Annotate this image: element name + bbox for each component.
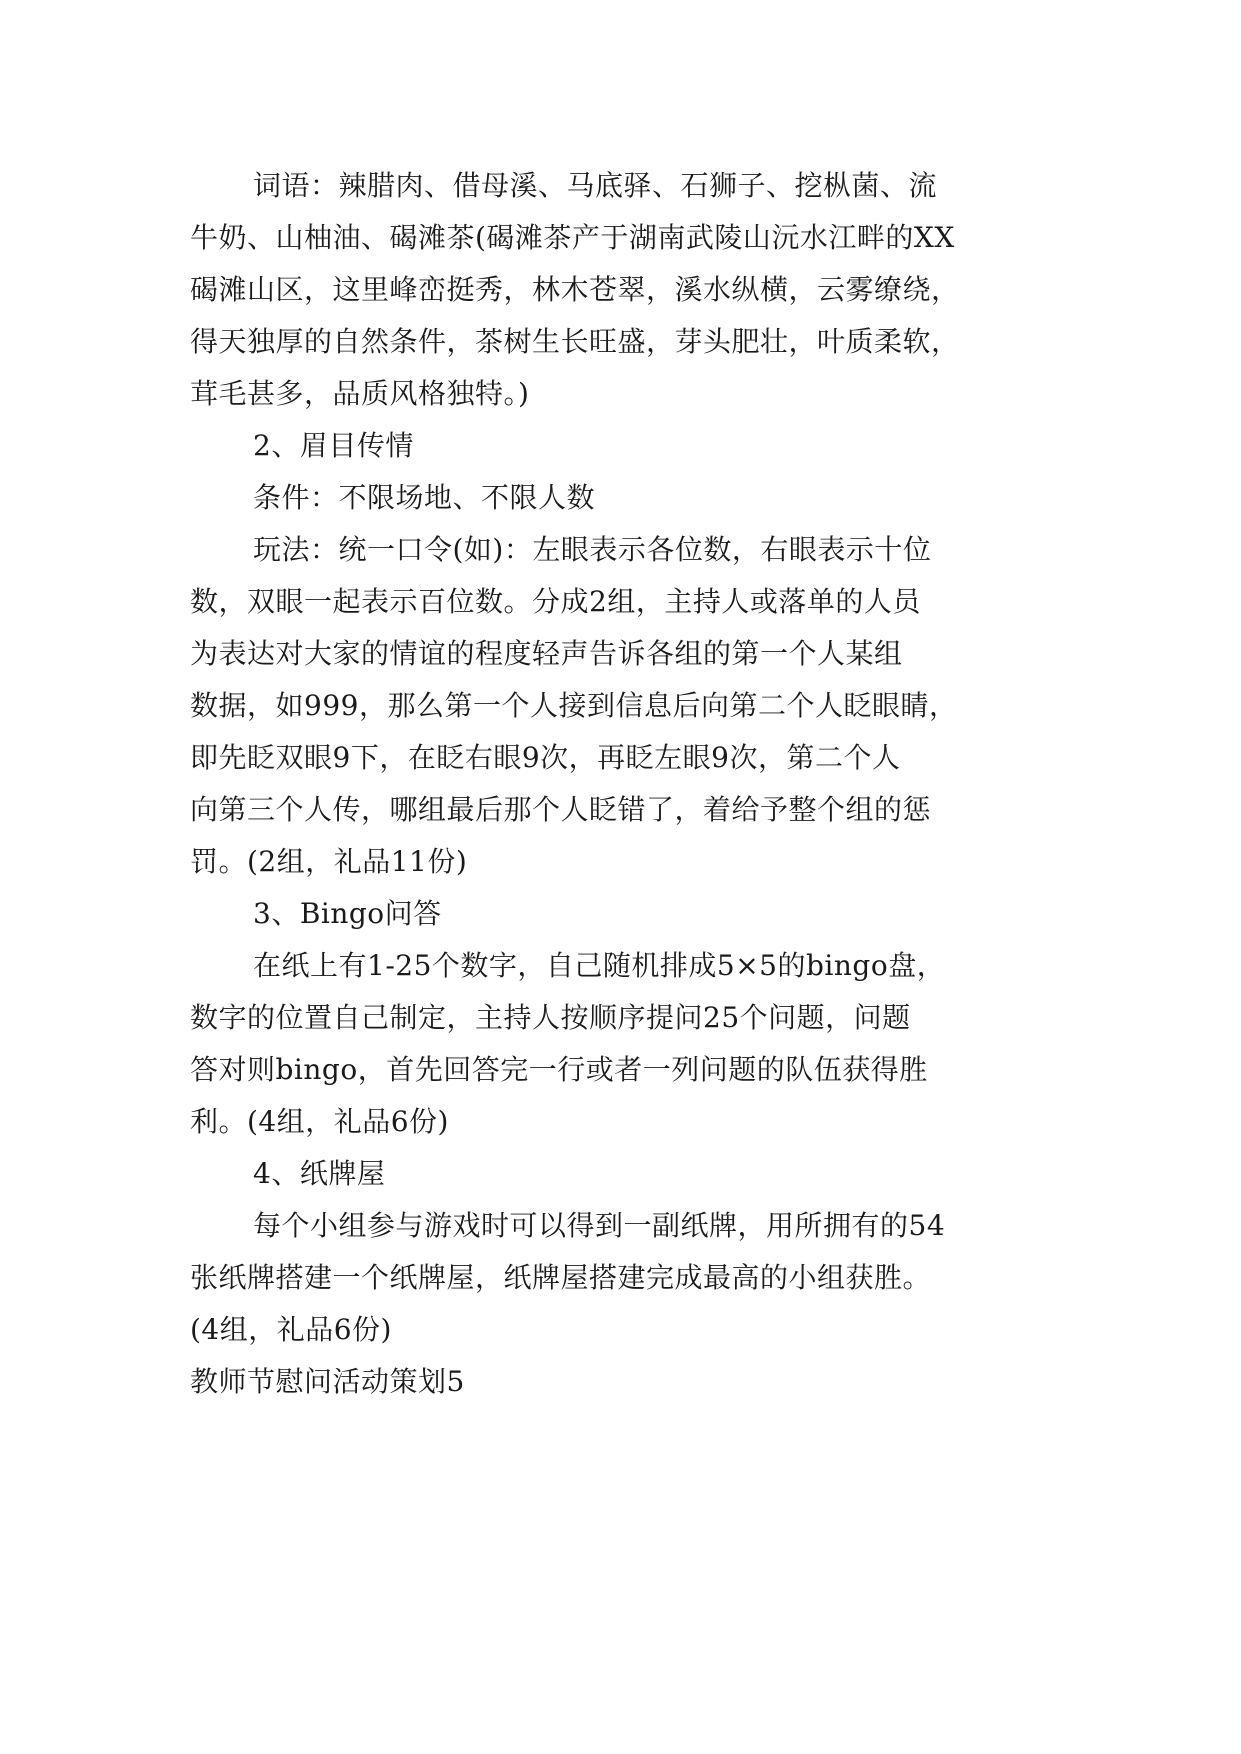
paragraph-line: 玩法：统一口令(如)：左眼表示各位数，右眼表示十位 — [253, 533, 932, 566]
paragraph-line: 答对则bingo，首先回答完一行或者一列问题的队伍获得胜 — [190, 1053, 928, 1086]
paragraph-line: 碣滩山区，这里峰峦挺秀，林木苍翠，溪水纵横，云雾缭绕， — [190, 273, 960, 306]
paragraph-line: 茸毛甚多，品质风格独特。) — [190, 377, 530, 410]
paragraph-line: 罚。(2组，礼品11份) — [190, 845, 468, 878]
paragraph-line: 数据，如999，那么第一个人接到信息后向第二个人眨眼睛， — [190, 689, 958, 722]
section-heading: 3、Bingo问答 — [253, 897, 442, 930]
paragraph-line: 利。(4组，礼品6份) — [190, 1105, 449, 1138]
paragraph-line: 词语：辣腊肉、借母溪、马底驿、石狮子、挖枞菌、流 — [253, 169, 938, 202]
paragraph-line: 牛奶、山柚油、碣滩茶(碣滩茶产于湖南武陵山沅水江畔的XX — [190, 221, 955, 254]
paragraph-line: 条件：不限场地、不限人数 — [253, 481, 596, 514]
section-heading: 2、眉目传情 — [253, 429, 414, 462]
paragraph-line: 得天独厚的自然条件，茶树生长旺盛，芽头肥壮，叶质柔软， — [190, 325, 960, 358]
paragraph-line: (4组，礼品6份) — [190, 1313, 392, 1346]
paragraph-line: 每个小组参与游戏时可以得到一副纸牌，用所拥有的54 — [253, 1209, 946, 1242]
paragraph-line: 向第三个人传，哪组最后那个人眨错了，着给予整个组的惩 — [190, 793, 932, 826]
section-heading: 4、纸牌屋 — [253, 1157, 386, 1190]
paragraph-line: 即先眨双眼9下，在眨右眼9次，再眨左眼9次，第二个人 — [190, 741, 901, 774]
document-heading: 教师节慰问活动策划5 — [190, 1365, 465, 1398]
paragraph-line: 数，双眼一起表示百位数。分成2组，主持人或落单的人员 — [190, 585, 921, 618]
paragraph-line: 数字的位置自己制定，主持人按顺序提问25个问题，问题 — [190, 1001, 911, 1034]
paragraph-line: 为表达对大家的情谊的程度轻声告诉各组的第一个人某组 — [190, 637, 903, 670]
paragraph-line: 在纸上有1-25个数字，自己随机排成5×5的bingo盘， — [253, 949, 946, 982]
paragraph-line: 张纸牌搭建一个纸牌屋，纸牌屋搭建完成最高的小组获胜。 — [190, 1261, 932, 1294]
